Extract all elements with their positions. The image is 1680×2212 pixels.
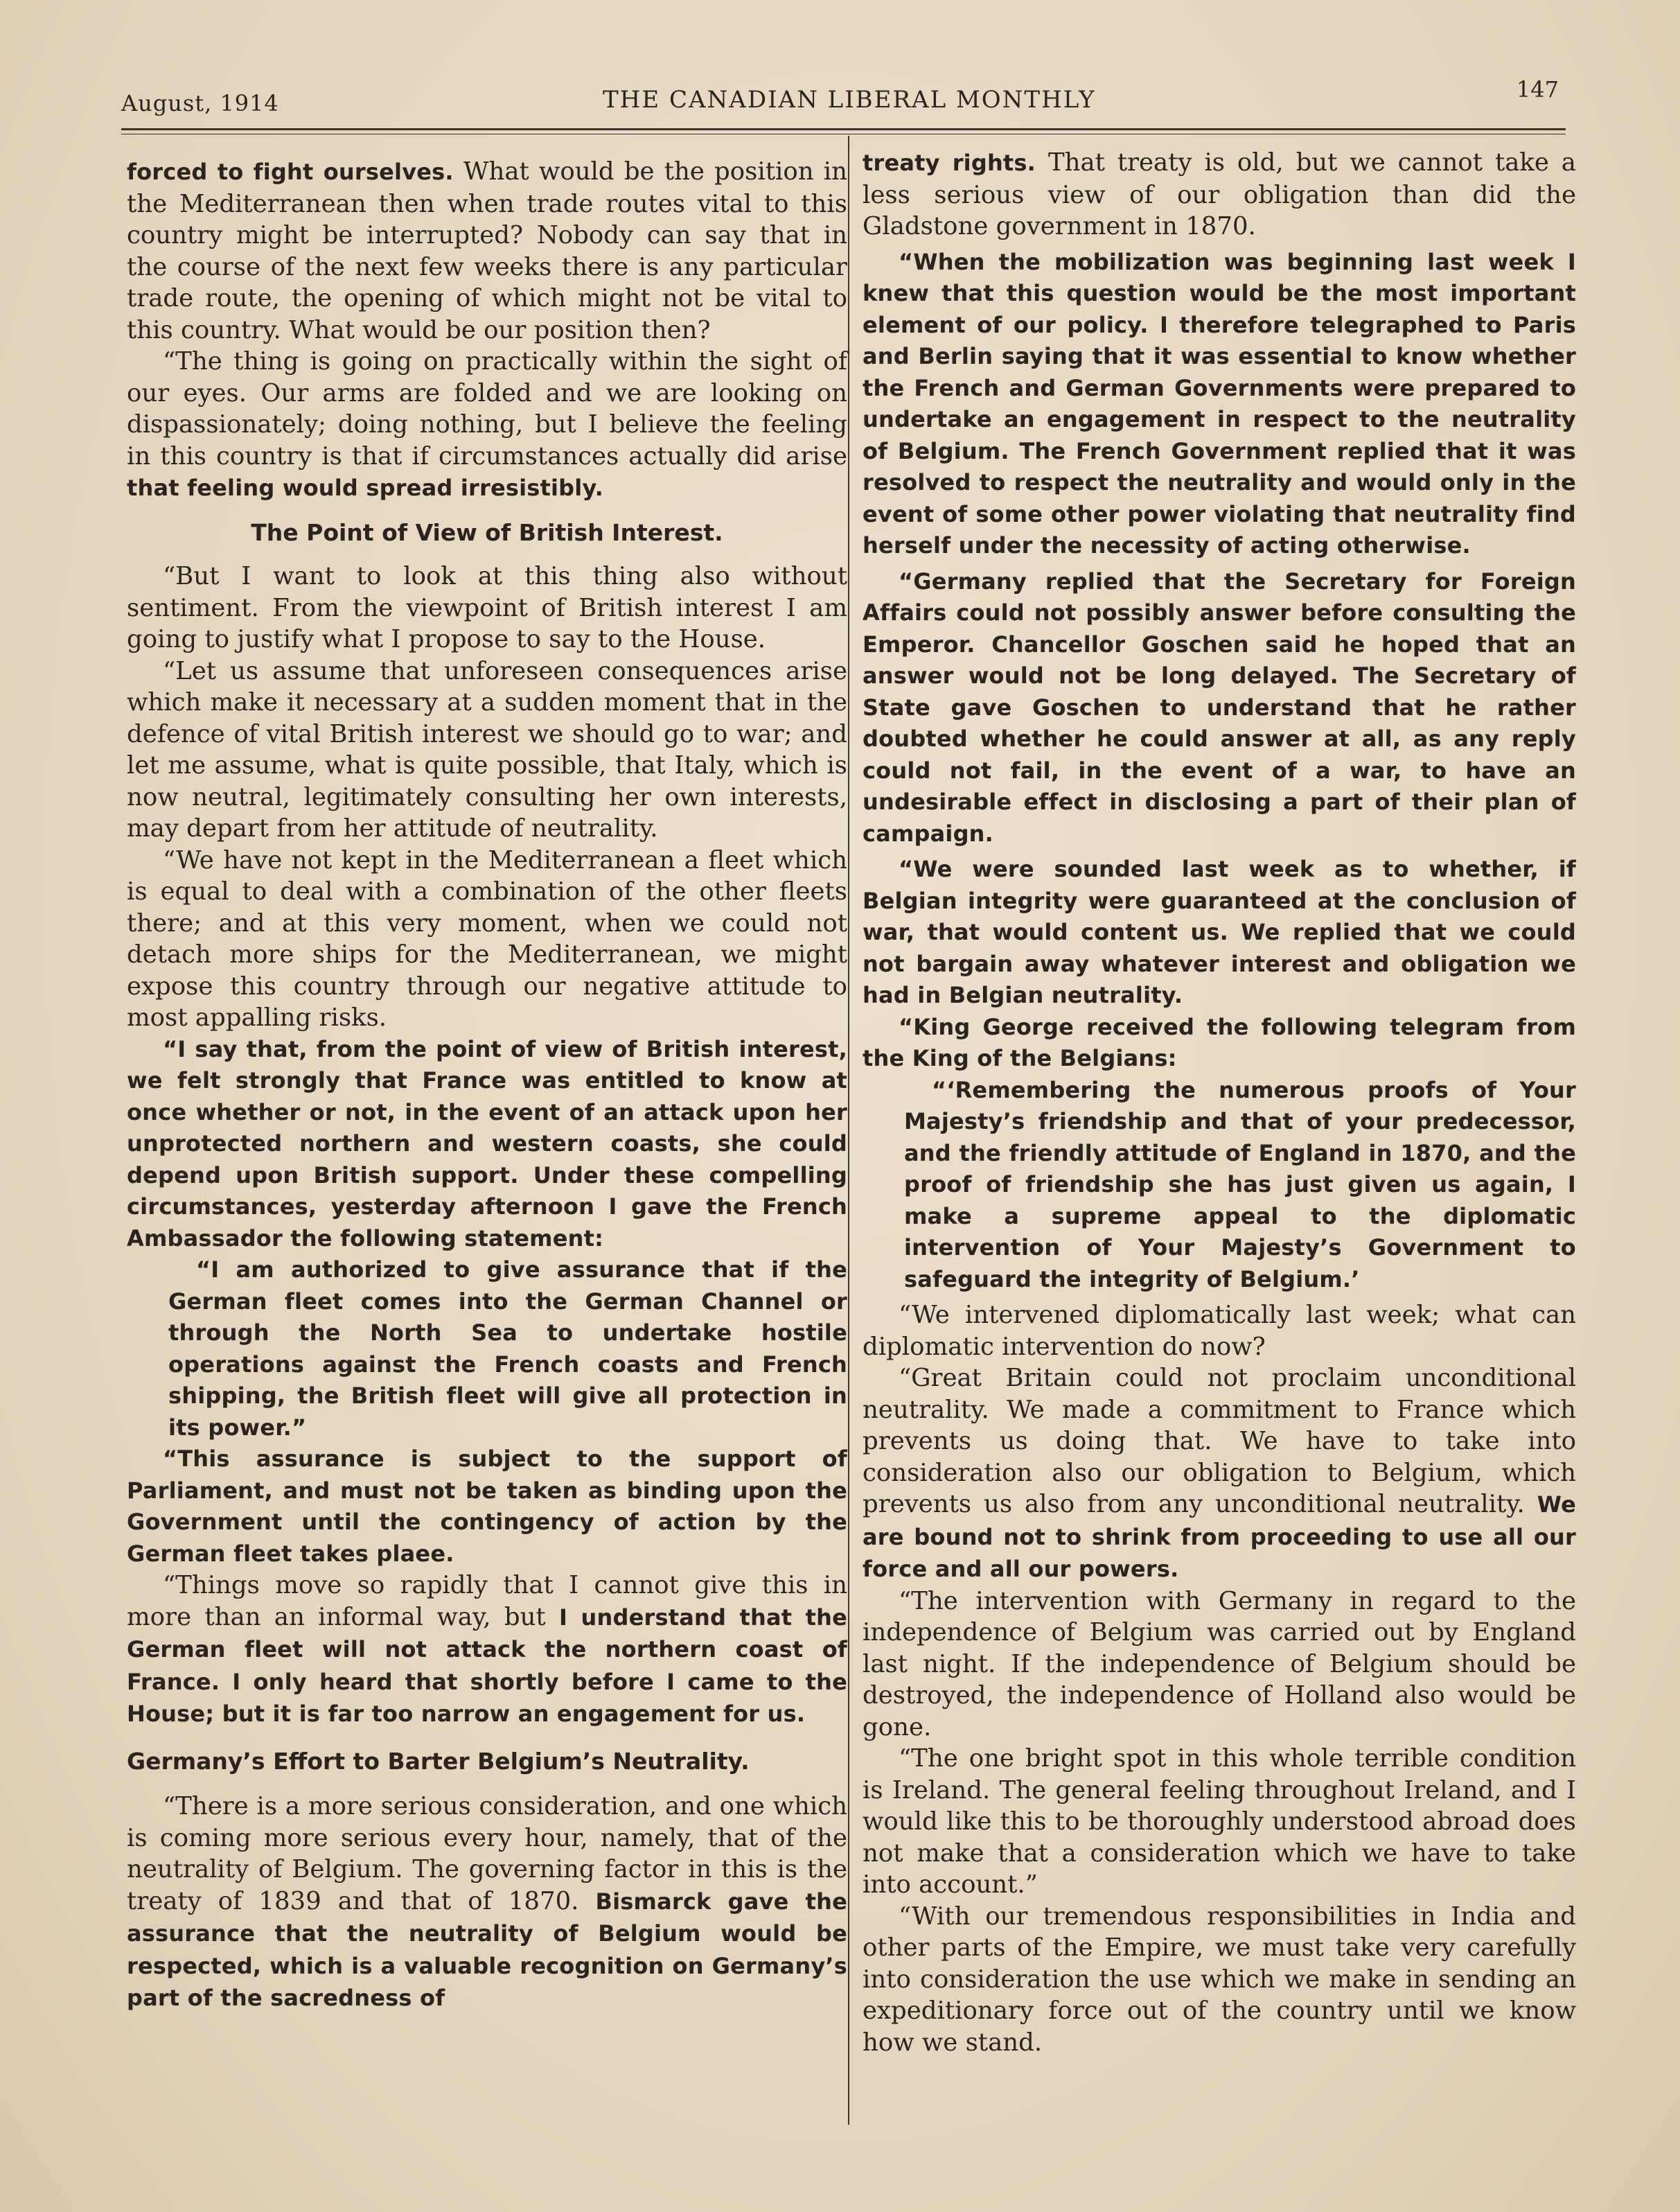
paragraph: “Things move so rapidly that I cannot give this in more than an informal way, but I understand that the German fleet will not attack the northern coast of France. I only heard that shortly before I came to the House; but it is far too narrow an engagement for us. bbox=[127, 1571, 847, 1727]
publication-title: THE CANADIAN LIBERAL MONTHLY bbox=[603, 86, 1096, 114]
paragraph: “But I want to look at this thing also without sentiment. From the viewpoint of British interest I am going to justify what I propose to say to the House. bbox=[127, 562, 847, 653]
paragraph: treaty rights. That treaty is old, but we cannot take a less serious view of our obligation than did the Gladstone government in 1870. bbox=[863, 148, 1576, 240]
paragraph: “The thing is going on practically within the sight of our eyes. Our arms are folded and we are looking on dispassionately; doing nothing, but I believe the feeling in this country is that if circumstances actually did arise that feeling would spread irresistibly. bbox=[127, 347, 847, 501]
paragraph: forced to fight ourselves. What would be the position in the Mediterranean then when trade routes vital to this country might be interrupted? Nobody can say that in the course of the next few weeks there is any particular trade route, the opening of which might not be vital to this country. What would be our position then? bbox=[127, 157, 847, 344]
left-column bbox=[127, 156, 847, 2015]
paragraph: “When the mobilization was beginning last week I knew that this question would be the most important element of our policy. I therefore telegraphed to Paris and Berlin saying that it was essential to know whether the French and German Governments were prepared to undertake an engagement in respect to the neutrality of Belgium. The French Government replied that it was resolved to respect the neutrality and would only in the event of some other power violating that neutrality find herself under the necessity of acting otherwise. bbox=[863, 248, 1576, 559]
paragraph: “Great Britain could not proclaim unconditional neutrality. We made a commitment to France which prevents us doing that. We have to take into consideration also our obligation to Belgium, which prevents us also from any unconditional neutrality. We are bound not to shrink from proceeding to use all our force and all our powers. bbox=[863, 1364, 1576, 1582]
quoted-telegram: “‘Remembering the numerous proofs of Your Majesty’s friendship and that of your predecessor, and the friendly attitude of England in 1870, and the proof of friendship she has just given us again, I make a supreme appeal to the diplomatic intervention of Your Majesty’s Government to safeguard the integrity of Belgium.’ bbox=[904, 1076, 1576, 1292]
paragraph: “We intervened diplomatically last week; what can diplomatic intervention do now? bbox=[863, 1301, 1576, 1361]
section-heading: Germany’s Effort to Barter Belgium’s Neutrality. bbox=[127, 1747, 750, 1775]
issue-date: August, 1914 bbox=[121, 90, 279, 116]
paragraph: “The intervention with Germany in regard to the independence of Belgium was carried out by England last night. If the independence of Belgium should be destroyed, the independence of Holland also would be gone. bbox=[863, 1586, 1576, 1741]
running-header bbox=[121, 76, 1573, 125]
paragraph: “Let us assume that unforeseen consequences arise which make it necessary at a sudden moment that in the defence of vital British interest we should go to war; and let me assume, what is quite possible, that Italy, which is now neutral, legitimately consulting her own interests, may depart from her attitude of neutrality. bbox=[127, 656, 847, 843]
paragraph: “There is a more serious consideration, and one which is coming more serious every hour, namely, that of the neutrality of Belgium. The governing factor in this is the treaty of 1839 and that of 1870. Bismarck gave the assurance that the neutrality of Belgium would be respected, which is a valuable recognition on Germany’s part of the sacredness of bbox=[127, 1792, 847, 2011]
paragraph: “Germany replied that the Secretary for Foreign Affairs could not possibly answer before consulting the Emperor. Chancellor Goschen said he hoped that an answer would not be long delayed. The Secretary of State gave Goschen to understand that he rather doubted whether he could answer at all, as any reply could not fail, in the event of a war, to have an undesirable effect in disclosing a part of their plan of campaign. bbox=[863, 568, 1576, 847]
paragraph: “We were sounded last week as to whether, if Belgian integrity were guaranteed at the conclusion of war, that would content us. We replied that we could not bargain away whatever interest and obligation we had in Belgian neutrality. bbox=[863, 856, 1576, 1008]
right-column bbox=[863, 147, 1576, 2058]
section-heading: The Point of View of British Interest. bbox=[251, 518, 723, 546]
paragraph: “With our tremendous responsibilities in India and other parts of the Empire, we must take very carefully into consideration the use which we make in sending an expeditionary force out of the country until we know how we stand. bbox=[863, 1902, 1576, 2057]
paragraph: “The one bright spot in this whole terrible condition is Ireland. The general feeling throughout Ireland, and I would like this to be thoroughly understood abroad does not make that a consideration which we have to take into account.” bbox=[863, 1744, 1576, 1899]
page-number: 147 bbox=[1516, 76, 1559, 103]
paragraph: “King George received the following telegram from the King of the Belgians: bbox=[863, 1013, 1576, 1071]
quoted-statement: “I am authorized to give assurance that if the German fleet comes into the German Channel or through the North Sea to undertake hostile operations against the French coasts and French shipping, the British fleet will give all protection in its power.” bbox=[168, 1256, 847, 1441]
paragraph: “I say that, from the point of view of British interest, we felt strongly that France was entitled to know at once whether or not, in the event of an attack upon her unprotected northern and western coasts, she could depend upon British support. Under these compelling circumstances, yesterday afternoon I gave the French Ambassador the following statement: bbox=[127, 1035, 847, 1252]
header-rule bbox=[121, 128, 1566, 130]
paragraph: “We have not kept in the Mediterranean a fleet which is equal to deal with a combination of the other fleets there; and at this very moment, when we could not detach more ships for the Mediterranean, we might expose this country through our negative attitude to most appalling risks. bbox=[127, 845, 847, 1032]
paragraph: “This assurance is subject to the support of Parliament, and must not be taken as binding upon the Government until the contingency of action by the German fleet takes plaee. bbox=[127, 1446, 847, 1567]
column-divider bbox=[848, 136, 849, 2125]
